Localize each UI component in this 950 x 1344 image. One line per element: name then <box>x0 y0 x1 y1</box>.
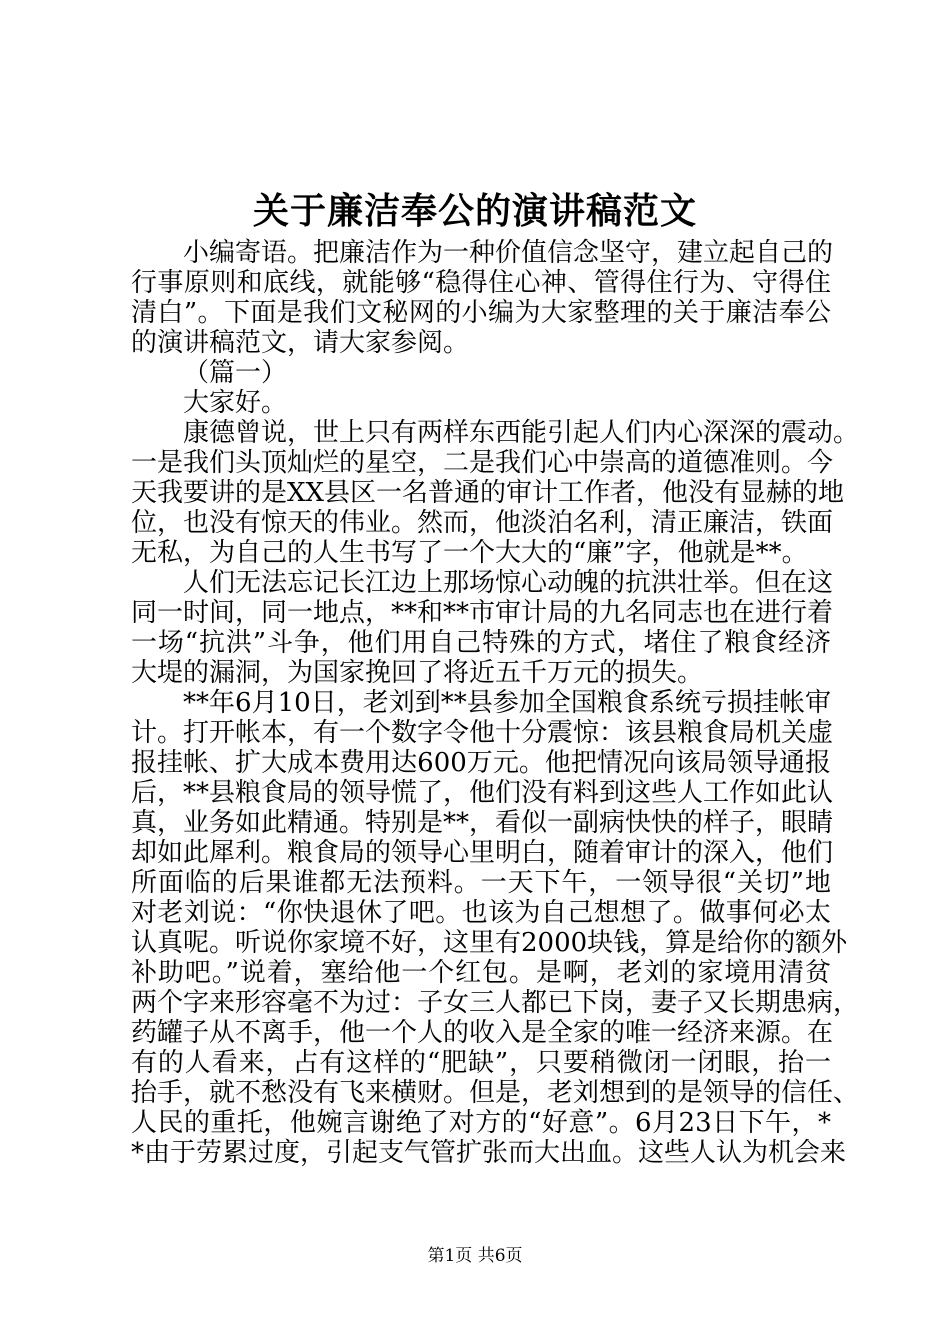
body-text-line: 却如此犀利。粮食局的领导心里明白，随着审计的深入，他们 <box>131 838 834 868</box>
body-text-line: 行事原则和底线，就能够“稳得住心神、管得住行为、守得住 <box>131 268 831 298</box>
body-text-line: （篇一） <box>183 358 288 388</box>
body-text-line: 所面临的后果谁都无法预料。一天下午，一领导很“关切”地 <box>131 868 831 898</box>
document-title: 关于廉洁奉公的演讲稿范文 <box>252 190 697 232</box>
body-text-line: 补助吧。”说着，塞给他一个红包。是啊，老刘的家境用清贫 <box>131 958 831 988</box>
body-text-line: 小编寄语。把廉洁作为一种价值信念坚守，建立起自己的 <box>183 238 834 268</box>
body-text-line: 计。打开帐本，有一个数字令他十分震惊：该县粮食局机关虚 <box>131 718 834 748</box>
body-text-line: 康德曾说，世上只有两样东西能引起人们内心深深的震动。 <box>183 418 860 448</box>
body-text-line: 人们无法忘记长江边上那场惊心动魄的抗洪壮举。但在这 <box>183 568 834 598</box>
body-text-line: 同一时间，同一地点，**和**市审计局的九名同志也在进行着 <box>131 598 834 628</box>
body-text-line: 无私，为自己的人生书写了一个大大的“廉”字，他就是**。 <box>131 538 808 568</box>
body-text-line: 一场“抗洪”斗争，他们用自己特殊的方式，堵住了粮食经济 <box>131 628 831 658</box>
document-body <box>131 238 860 1168</box>
body-text-line: 天我要讲的是XX县区一名普通的审计工作者，他没有显赫的地 <box>131 478 845 508</box>
body-text-line: 后，**县粮食局的领导慌了，他们没有料到这些人工作如此认 <box>131 778 834 808</box>
body-text-line: 对老刘说：“你快退休了吧。也该为自己想想了。做事何必太 <box>131 898 831 928</box>
body-text-line: 人民的重托，他婉言谢绝了对方的“好意”。6月23日下午，* <box>131 1108 831 1138</box>
body-text-line: 有的人看来，占有这样的“肥缺”，只要稍微闭一闭眼，抬一 <box>131 1048 831 1078</box>
body-text-line: **年6月10日，老刘到**县参加全国粮食系统亏损挂帐审 <box>183 688 831 718</box>
body-text-line: 真，业务如此精通。特别是**，看似一副病快快的样子，眼睛 <box>131 808 834 838</box>
body-text-line: 报挂帐、扩大成本费用达600万元。他把情况向该局领导通报 <box>131 748 831 778</box>
body-text-line: 位，也没有惊天的伟业。然而，他淡泊名利，清正廉洁，铁面 <box>131 508 834 538</box>
body-text-line: 认真呢。听说你家境不好，这里有2000块钱，算是给你的额外 <box>131 928 848 958</box>
body-text-line: 大家好。 <box>183 388 288 418</box>
body-text-line: 清白”。下面是我们文秘网的小编为大家整理的关于廉洁奉公 <box>131 298 831 328</box>
body-text-line: 一是我们头顶灿烂的星空，二是我们心中崇高的道德准则。今 <box>131 448 834 478</box>
body-text-line: 药罐子从不离手，他一个人的收入是全家的唯一经济来源。在 <box>131 1018 834 1048</box>
page-number-footer: 第1页 共6页 <box>427 1246 523 1266</box>
body-text-line: 抬手，就不愁没有飞来横财。但是，老刘想到的是领导的信任、 <box>131 1078 860 1108</box>
body-text-line: 的演讲稿范文，请大家参阅。 <box>131 328 470 358</box>
body-text-line: 大堤的漏洞，为国家挽回了将近五千万元的损失。 <box>131 658 704 688</box>
body-text-line: 两个字来形容毫不为过：子女三人都已下岗，妻子又长期患病， <box>131 988 860 1018</box>
body-text-line: *由于劳累过度，引起支气管扩张而大出血。这些人认为机会来 <box>131 1138 847 1168</box>
